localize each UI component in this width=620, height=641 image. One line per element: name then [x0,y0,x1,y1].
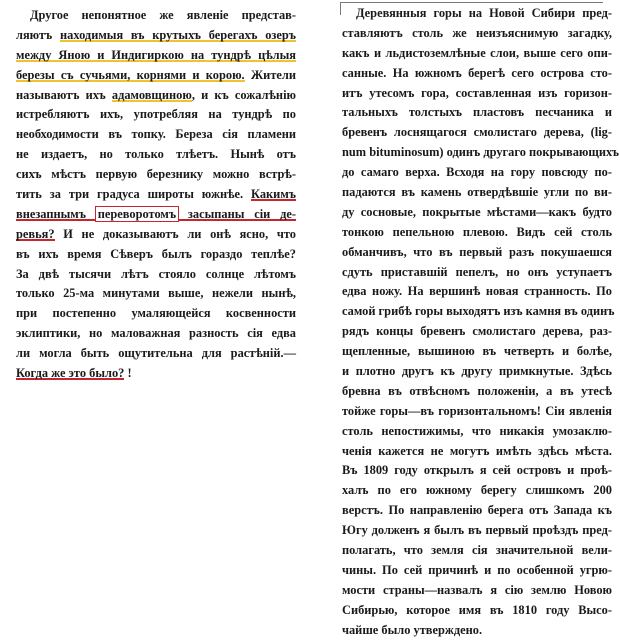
text-line [16,245,296,265]
text-line [16,284,296,304]
right-page-text [342,4,619,641]
text-line [16,125,296,145]
text-line [342,581,612,601]
text-segment: необходимости въ топку. Береза сія пламени [16,127,296,142]
yellow-underline-highlight: березы съ сучьями, корнями и корою. [16,67,245,82]
text-line [16,225,296,245]
text-line [342,601,612,621]
text-line [16,344,296,364]
text-line [342,163,612,183]
text-segment: бревна въ отвѣсномъ положеніи, а въ утесѣ [342,383,612,398]
text-segment: бревенъ лоснящагося смолистаго дерева, (lig- [342,125,612,140]
text-line [16,105,296,125]
text-line [342,322,612,342]
text-segment: чины. По сей причинѣ и по особенной угрю- [342,562,612,577]
text-line [342,302,615,322]
text-line [342,64,612,84]
text-line [342,621,612,641]
text-line [16,304,296,324]
right-page-scan [318,0,620,637]
red-underline-highlight: засыпаны сіи де- [178,206,297,221]
text-line [16,165,296,185]
text-line [342,183,612,203]
yellow-underline-highlight: находимыя въ крутыхъ берегахъ озеръ [60,27,296,42]
text-segment: истребляютъ ихъ, употребляя на тундрѣ по [16,107,296,122]
text-line [342,541,612,561]
text-segment: полагать, что земля сія значительной вели- [342,543,612,558]
text-line [342,263,612,283]
text-segment: ляютъ [16,27,61,42]
text-line [342,84,612,104]
text-line [16,26,296,46]
text-line [342,143,619,163]
text-line [16,324,296,344]
text-segment: халъ по его южному берегу слишкомъ 200 [342,483,612,498]
text-line [342,402,612,422]
text-line [16,46,296,66]
text-segment: Жители [244,67,296,82]
text-line [342,123,612,143]
text-segment: , и къ сожалѣнію [191,87,296,102]
text-segment: ли могла быть ощутительна для растѣній.— [16,346,296,361]
text-line [16,86,296,106]
text-segment: какъ и льдистоземлѣные слои, выше сего опи- [342,45,612,60]
text-segment: num bituminosum) одинъ другаго покрывающихъ [342,145,619,160]
text-line [16,205,296,225]
text-segment: щепленные, вышиною въ четверть и болѣе, [342,344,612,359]
text-segment: Югу долженъ я былъ въ первый проѣздъ пред- [342,523,612,538]
text-segment: и плотно другъ къ другу примкнутые. Здѣсь [342,364,612,379]
yellow-underline-highlight: адамовщиною [111,87,192,102]
text-line [16,6,296,26]
text-line [16,66,296,86]
text-line [342,4,612,24]
text-segment: обманчивъ, что въ первый разъ покушаешся [342,244,612,259]
text-line [342,282,612,302]
red-underline-highlight: Когда же это было? [16,366,125,381]
text-segment: эклиптики, но маловажная разность сія едва [16,326,296,341]
text-line [342,44,612,64]
text-line [16,185,296,205]
text-segment: называютъ ихъ [16,87,112,102]
text-segment: итъ утесомъ гора, составленная изъ горизон- [342,85,612,100]
text-line [342,481,612,501]
text-line [342,243,612,263]
text-segment: падаются въ камень отвердѣвшіе угли по ви- [342,185,612,200]
text-line [342,382,612,402]
text-segment: Деревянныя горы на Новой Сибири пред- [356,6,612,20]
text-segment: За двѣ тысячи лѣтъ стояло солнце лѣтомъ [16,266,296,281]
yellow-underline-highlight: между Яною и Индигиркою на тундрѣ цѣлыя [16,47,296,62]
text-segment: рядъ концы бревенъ смолистаго дерева, раз- [342,324,612,339]
text-line [342,521,612,541]
text-segment: ! [124,366,132,381]
text-line [342,223,612,243]
text-segment: тойже горы—въ горизонтальномъ! Сіи явленія [342,403,612,418]
text-line [342,461,612,481]
text-segment: Въ 1809 году открылъ я сей островъ и проѣ- [342,463,612,478]
text-line [342,442,612,462]
text-segment: самой грибѣ горы выходятъ изъ камня въ одинъ [342,304,615,319]
text-segment: не издаетъ, но только тлѣетъ. Нынѣ отъ [16,147,296,162]
text-segment: чайше было утверждено. [342,622,483,637]
text-line [342,501,612,521]
text-line [342,203,612,223]
red-underline-highlight: внезапнымъ [16,206,96,221]
text-segment: только 25-ма минутами выше, нежели нынѣ, [16,286,296,301]
text-segment: едва ножу. На вершинѣ новая странность. По [342,284,612,299]
text-line [16,265,296,285]
red-underline-highlight: ревья? [16,226,55,241]
text-segment: столь непостижимы, что никакія умозаклю- [342,423,612,438]
text-segment: ду сосновые, покрытые мѣстами—какъ будто [342,204,612,219]
text-line [342,103,612,123]
left-page-text [16,6,296,384]
text-segment: Другое непонятное же явленіе представ- [30,8,296,22]
text-segment: санные. На южномъ берегѣ сего острова сто- [342,65,612,80]
red-underline-highlight: Какимъ [251,187,296,202]
text-segment: И не доказываютъ ли онѣ ясно, что [54,226,296,241]
text-segment: Сибирью, которое имя въ 1810 году Высо- [342,602,612,617]
text-segment: сихъ мѣстъ первую березнику можно встрѣ- [16,167,296,182]
text-segment: ставляютъ столь же неизъяснимую загадку, [342,25,612,40]
text-segment: мости страны—назвалъ я сію землю Новою [342,582,612,597]
text-segment: въ ихъ время Сѣверъ былъ гораздо теплѣе? [16,246,296,261]
text-line [342,24,612,44]
text-line [16,364,296,384]
text-segment: сдуть приставшій пепелъ, но онъ уступаетъ [342,264,612,279]
text-segment: верстъ. По направленію берега отъ Запада къ [342,503,612,518]
red-boxed-word: переворотомъ [97,206,177,221]
text-line [16,145,296,165]
text-line [342,422,612,442]
text-segment: тонкою пепельною плевою. Видъ сей столь [342,224,612,239]
text-line [342,561,612,581]
text-line [342,362,612,382]
text-line [342,342,612,362]
text-segment: до самаго верха. Всходя на гору повсюду по- [342,165,612,180]
text-segment: ченія кажется не могутъ имѣть здѣсь мѣста. [342,443,612,458]
text-segment: при постепенно умаляющейся косвенности [16,306,296,321]
text-segment: тальныхъ толстыхъ пластовъ песчаника и [342,105,612,120]
text-segment: тить за три градуса широты южнѣе. [16,187,252,202]
